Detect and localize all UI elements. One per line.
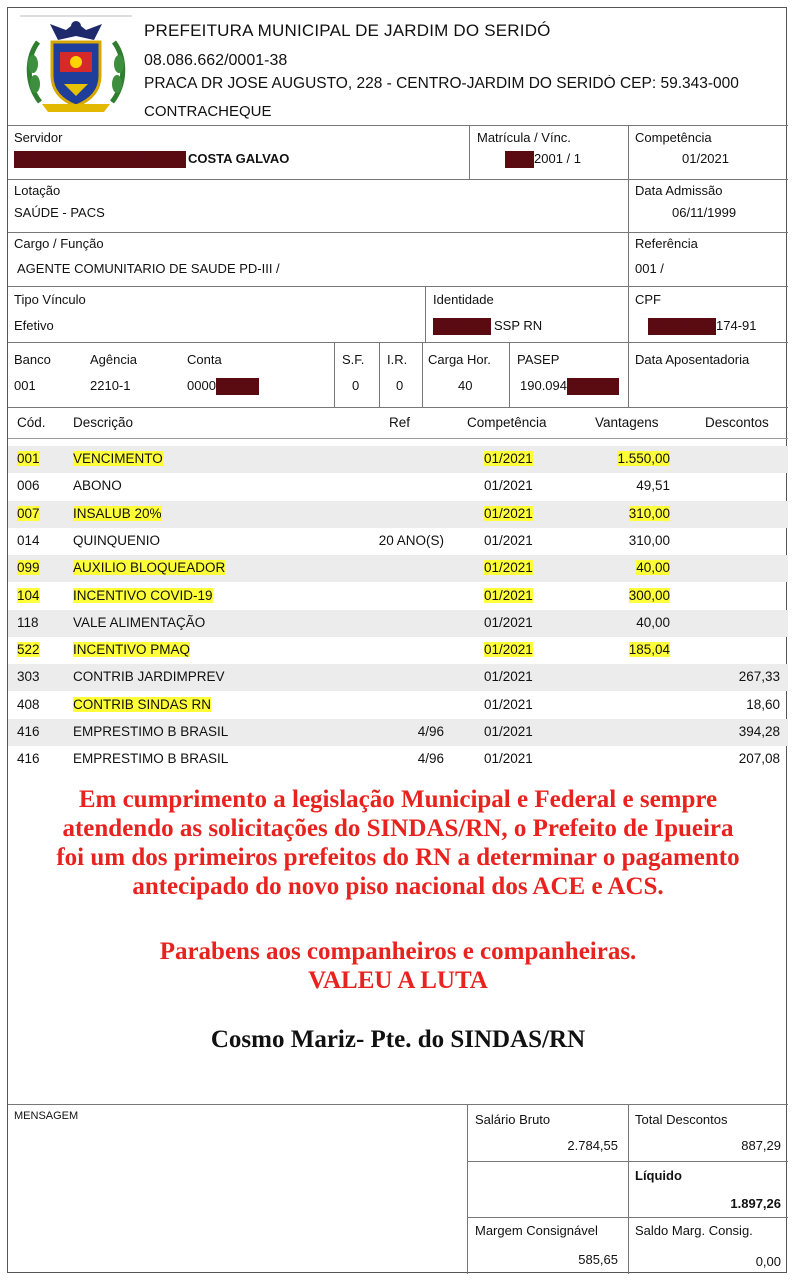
identidade-value	[433, 318, 542, 335]
cell-vant: 1.550,00	[617, 451, 670, 466]
banco-value: 001	[14, 378, 36, 393]
cell-cod: 014	[17, 532, 40, 548]
carga-label: Carga Hor.	[428, 352, 491, 367]
pasep-value	[520, 378, 619, 395]
cell-comp: 01/2021	[484, 451, 533, 466]
cell-cod: 099	[17, 560, 40, 576]
servidor-label: Servidor	[14, 130, 63, 145]
cpf-visible: 174-91	[716, 318, 757, 333]
cell-desc: EMPRESTIMO B BRASIL	[73, 724, 229, 739]
table-row	[8, 501, 788, 528]
sf-label: S.F.	[342, 352, 365, 367]
col-ref: Ref	[389, 415, 411, 430]
cell-cod: 104	[17, 587, 40, 603]
cell-ref: 4/96	[417, 724, 444, 739]
table-row	[8, 528, 788, 555]
cell-comp: 01/2021	[484, 751, 533, 767]
ir-label: I.R.	[387, 352, 408, 367]
cell-descv: 207,08	[738, 751, 780, 767]
address: PRACA DR JOSE AUGUSTO, 228 - CENTRO-JARDIM DO SERIDÓ CEP: 59.343-000	[144, 75, 739, 92]
table-row	[8, 719, 788, 746]
notice-line-3: foi um dos primeiros prefeitos do RN a determinar o pagamento	[56, 844, 740, 871]
conta-label: Conta	[187, 352, 222, 367]
admissao-label: Data Admissão	[635, 183, 723, 198]
cell-comp: 01/2021	[484, 614, 533, 630]
cell-desc: ABONO	[73, 478, 122, 494]
cell-cod: 416	[17, 751, 40, 767]
identidade-visible: SSP RN	[494, 318, 543, 333]
admissao-value: 06/11/1999	[672, 205, 737, 220]
cell-comp: 01/2021	[484, 478, 533, 494]
tipo-label: Tipo Vínculo	[14, 292, 86, 307]
payslip	[7, 7, 787, 1273]
cell-cod: 416	[17, 724, 40, 739]
table-row	[8, 446, 788, 473]
redaction-identidade: 1296845	[433, 318, 491, 335]
table-row	[8, 746, 788, 773]
cpf-value	[648, 318, 756, 335]
liquido-label: Líquido	[635, 1168, 682, 1183]
cell-comp: 01/2021	[484, 669, 533, 685]
doc-type: CONTRACHEQUE	[144, 103, 272, 120]
table-row	[8, 583, 788, 610]
pasep-label: PASEP	[517, 352, 560, 367]
saldo-value: 0,00	[755, 1254, 781, 1269]
total-desc-label: Total Descontos	[635, 1112, 728, 1127]
cell-comp: 01/2021	[484, 505, 533, 521]
notice-line-4: antecipado do novo piso nacional dos ACE e ACS.	[132, 873, 664, 900]
mensagem-label: MENSAGEM	[14, 1110, 79, 1122]
notice-line-5: Parabens aos companheiros e companheiras.	[159, 938, 637, 965]
redaction-conta: 23713	[216, 378, 259, 395]
cell-comp: 01/2021	[484, 724, 533, 739]
table-row	[8, 473, 788, 500]
margem-label: Margem Consignável	[475, 1223, 598, 1238]
col-vant: Vantagens	[595, 415, 659, 430]
signature: Cosmo Mariz- Pte. do SINDAS/RN	[210, 1026, 586, 1053]
competencia-value: 01/2021	[682, 151, 729, 166]
sf-value: 0	[352, 378, 360, 393]
cell-cod: 007	[17, 505, 40, 521]
lotacao-value: SAÚDE - PACS	[14, 205, 105, 220]
redaction-matricula: 110	[505, 151, 534, 168]
redaction-cpf: 539.009.	[648, 318, 716, 335]
referencia-label: Referência	[635, 236, 698, 251]
table-header	[8, 410, 788, 437]
cell-desc: AUXILIO BLOQUEADOR	[73, 560, 226, 576]
cell-cod: 408	[17, 696, 40, 712]
cell-cod: 118	[17, 614, 39, 630]
cell-cod: 001	[17, 451, 40, 466]
carga-value: 40	[458, 378, 473, 393]
identidade-label: Identidade	[433, 292, 494, 307]
cell-comp: 01/2021	[484, 642, 533, 658]
cell-ref: 4/96	[417, 751, 444, 767]
cell-vant: 185,04	[628, 642, 670, 658]
ir-value: 0	[396, 378, 404, 393]
table-row	[8, 664, 788, 691]
bruto-value: 2.784,55	[567, 1138, 618, 1153]
competencia-label: Competência	[635, 130, 712, 145]
cell-vant: 49,51	[636, 478, 670, 494]
agencia-label: Agência	[90, 352, 137, 367]
bruto-label: Salário Bruto	[475, 1112, 551, 1127]
cell-desc: VENCIMENTO	[73, 451, 163, 466]
servidor-value	[14, 151, 289, 168]
cell-vant: 300,00	[628, 587, 670, 603]
cell-cod: 522	[17, 642, 40, 658]
liquido-value: 1.897,26	[730, 1196, 781, 1211]
cell-desc: INCENTIVO COVID-19	[73, 587, 213, 603]
cell-vant: 310,00	[628, 532, 670, 548]
matricula-value	[505, 151, 581, 168]
margem-value: 585,65	[578, 1252, 618, 1267]
cell-desc: INCENTIVO PMAQ	[73, 642, 191, 658]
cell-vant: 40,00	[636, 614, 670, 630]
cell-descv: 394,28	[738, 724, 780, 739]
cell-ref: 20 ANO(S)	[378, 532, 444, 548]
aposentadoria-label: Data Aposentadoria	[635, 352, 750, 367]
col-cod: Cód.	[17, 415, 46, 430]
referencia-value: 001 /	[635, 261, 664, 276]
notice-line-6: VALEU A LUTA	[308, 967, 488, 994]
col-descontos: Descontos	[705, 415, 769, 430]
col-comp: Competência	[467, 415, 547, 430]
cargo-value: AGENTE COMUNITARIO DE SAUDE PD-III /	[17, 261, 280, 276]
matricula-label: Matrícula / Vínc.	[477, 130, 571, 145]
cell-desc: QUINQUENIO	[73, 532, 161, 548]
matricula-visible: 2001 / 1	[534, 151, 581, 166]
redaction-pasep: 65.10-4	[567, 378, 619, 395]
agencia-value: 2210-1	[90, 378, 131, 393]
notice-line-2: atendendo as solicitações do SINDAS/RN, o Prefeito de Ipueira	[62, 815, 734, 842]
conta-value	[187, 378, 259, 395]
cell-comp: 01/2021	[484, 532, 533, 548]
lotacao-label: Lotação	[14, 183, 61, 198]
pasep-visible: 190.094	[520, 378, 567, 393]
table-row	[8, 692, 788, 719]
cpf-label: CPF	[635, 292, 661, 307]
cell-comp: 01/2021	[484, 696, 533, 712]
cell-descv: 267,33	[738, 669, 780, 685]
cell-desc: EMPRESTIMO B BRASIL	[73, 751, 229, 767]
table-row	[8, 637, 788, 664]
total-desc-value: 887,29	[741, 1138, 781, 1153]
saldo-label: Saldo Marg. Consig.	[635, 1223, 753, 1238]
redaction-servidor: MARIA DAS VITORIAS DA	[14, 151, 186, 168]
cell-desc: CONTRIB SINDAS RN	[73, 696, 212, 712]
cell-cod: 303	[17, 669, 40, 685]
cell-desc: CONTRIB JARDIMPREV	[73, 669, 225, 685]
cell-comp: 01/2021	[484, 587, 533, 603]
cell-comp: 01/2021	[484, 560, 533, 576]
cell-desc: VALE ALIMENTAÇÃO	[73, 614, 206, 630]
table-row	[8, 610, 788, 637]
conta-visible: 0000	[187, 378, 216, 393]
servidor-visible: COSTA GALVAO	[188, 151, 290, 166]
cell-vant: 310,00	[628, 505, 670, 521]
table-row	[8, 555, 788, 582]
cnpj: 08.086.662/0001-38	[144, 52, 288, 69]
banco-label: Banco	[14, 352, 51, 367]
org-name: PREFEITURA MUNICIPAL DE JARDIM DO SERIDÓ	[144, 21, 551, 40]
coat-of-arms-icon	[20, 14, 132, 118]
cell-desc: INSALUB 20%	[73, 505, 162, 521]
notice-line-1: Em cumprimento a legislação Municipal e Federal e sempre	[78, 786, 718, 813]
cargo-label: Cargo / Função	[14, 236, 104, 251]
cell-cod: 006	[17, 478, 40, 494]
col-desc: Descrição	[73, 415, 134, 430]
cell-descv: 18,60	[746, 696, 780, 712]
cell-vant: 40,00	[636, 560, 670, 576]
tipo-value: Efetivo	[14, 318, 54, 333]
